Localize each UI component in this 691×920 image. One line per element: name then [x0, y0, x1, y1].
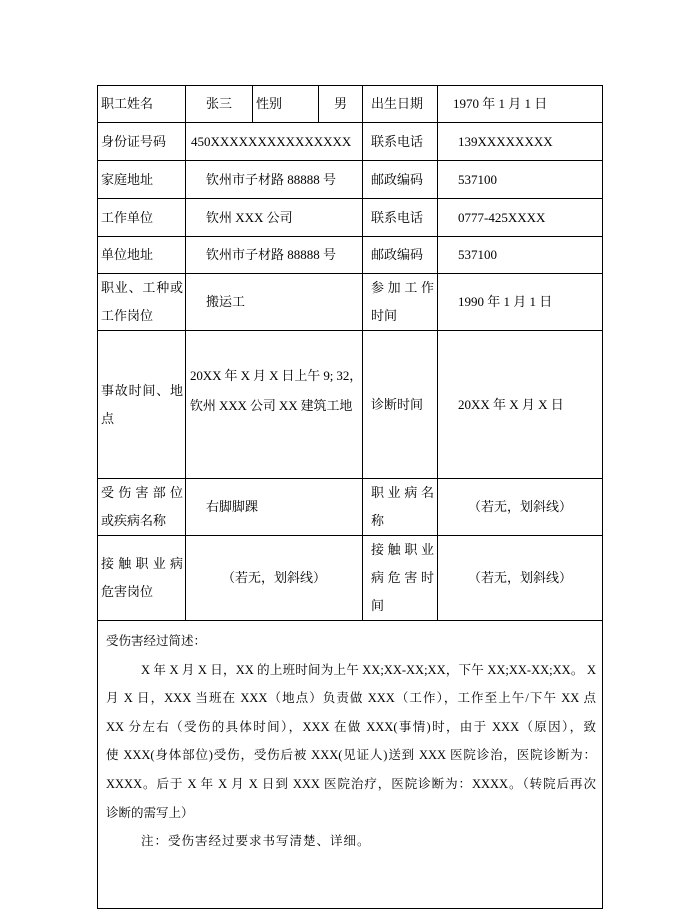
occupational-disease-label-line: 职业病名	[371, 485, 434, 500]
exposure-post-label-line: 接触职业病	[101, 556, 183, 571]
employer-address-label: 单位地址	[98, 237, 186, 274]
narrative-line: X 年 X 月 X 日，XX 的上班时间为上午 XX;XX-XX;XX，下午 XX;XX-XX;XX。 X	[141, 662, 596, 677]
birth-date-label: 出生日期	[363, 86, 438, 123]
row-narrative	[98, 621, 603, 909]
gender-value: 男	[319, 86, 363, 123]
id-number-label: 身份证号码	[98, 123, 186, 161]
start-work-label	[363, 274, 438, 331]
occupational-disease-label-line: 称	[371, 513, 385, 528]
employer-label: 工作单位	[98, 199, 186, 237]
row-id-phone	[98, 123, 603, 161]
row-incident	[98, 331, 603, 479]
exposure-time-label	[363, 536, 438, 621]
occupation-value: 搬运工	[186, 274, 363, 331]
occupation-label-line: 职业、工种或	[101, 280, 183, 295]
incident-time-place-value	[186, 331, 363, 479]
incident-time-place-label-line: 点	[101, 410, 115, 426]
exposure-post-label	[98, 536, 186, 621]
employer-postcode-label: 邮政编码	[363, 237, 438, 274]
injury-report-form	[97, 85, 603, 909]
employee-name-value: 张三	[186, 86, 253, 123]
exposure-time-value: （若无，划斜线）	[438, 536, 603, 621]
gender-label: 性别	[253, 86, 319, 123]
start-work-value: 1990 年 1 月 1 日	[438, 274, 603, 331]
phone-label: 联系电话	[363, 123, 438, 161]
employer-address-value: 钦州市子材路 88888 号	[186, 237, 363, 274]
home-address-value: 钦州市子材路 88888 号	[186, 161, 363, 199]
row-exposure	[98, 536, 603, 621]
exposure-time-label-line: 间	[371, 598, 385, 613]
diagnosis-time-label: 诊断时间	[363, 331, 438, 479]
occupation-label-line: 工作岗位	[101, 308, 154, 323]
narrative-line: 月 X 日，XXX 当班在 XXX（地点）负责做 XXX（工作），工作至上午/下午 XX 点	[106, 691, 596, 706]
row-employer-address	[98, 237, 603, 274]
start-work-label-line: 参加工作	[371, 280, 434, 295]
injury-part-label	[98, 479, 186, 536]
incident-time-place-label-line: 事故时间、地	[101, 382, 183, 398]
injury-narrative	[98, 621, 603, 909]
employer-phone-value: 0777-425XXXX	[438, 199, 603, 237]
incident-time-place-label	[98, 331, 186, 479]
id-number-value: 450XXXXXXXXXXXXXXX	[186, 123, 363, 161]
phone-value: 139XXXXXXXX	[438, 123, 603, 161]
row-employer	[98, 199, 603, 237]
employer-value: 钦州 XXX 公司	[186, 199, 363, 237]
exposure-post-value: （若无，划斜线）	[186, 536, 363, 621]
exposure-post-label-line: 危害岗位	[101, 584, 154, 599]
narrative-title: 受伤害经过简述：	[106, 634, 207, 648]
occupational-disease-value: （若无，划斜线）	[438, 479, 603, 536]
incident-place-line: 钦州 XXX 公司 XX 建筑工地	[190, 397, 353, 413]
row-occupation	[98, 274, 603, 331]
narrative-line: 诊断的需写上）	[106, 805, 194, 820]
injury-part-value: 右脚脚踝	[186, 479, 363, 536]
home-postcode-value: 537100	[438, 161, 603, 199]
narrative-line: XXXX。后于 X 年 X 月 X 日到 XXX 医院治疗，医院诊断为：XXXX。（转院后再次	[106, 776, 596, 791]
narrative-line: XX 分左右（受伤的具体时间），XXX 在做 XXX(事情)时，由于 XXX（原因），致	[106, 719, 596, 734]
exposure-time-label-line: 病危害时	[371, 570, 434, 585]
incident-time-line: 20XX 年 X 月 X 日上午 9; 32，	[190, 367, 363, 383]
birth-date-value: 1970 年 1 月 1 日	[438, 86, 603, 123]
home-address-label: 家庭地址	[98, 161, 186, 199]
narrative-note: 注：受伤害经过要求书写清楚、详细。	[141, 834, 371, 849]
row-basic-info	[98, 86, 603, 123]
injury-part-label-line: 受伤害部位	[101, 485, 183, 500]
narrative-line: 使 XXX(身体部位)受伤，受伤后被 XXX(见证人)送到 XXX 医院诊治，医院诊断为：	[106, 748, 596, 763]
employee-name-label: 职工姓名	[98, 86, 186, 123]
row-injury-part	[98, 479, 603, 536]
occupational-disease-label	[363, 479, 438, 536]
diagnosis-time-value: 20XX 年 X 月 X 日	[438, 331, 603, 479]
start-work-label-line: 时间	[371, 308, 398, 323]
home-postcode-label: 邮政编码	[363, 161, 438, 199]
exposure-time-label-line: 接触职业	[371, 542, 434, 557]
employer-phone-label: 联系电话	[363, 199, 438, 237]
employer-postcode-value: 537100	[438, 237, 603, 274]
injury-part-label-line: 或疾病名称	[101, 513, 167, 528]
row-home-address	[98, 161, 603, 199]
occupation-label	[98, 274, 186, 331]
